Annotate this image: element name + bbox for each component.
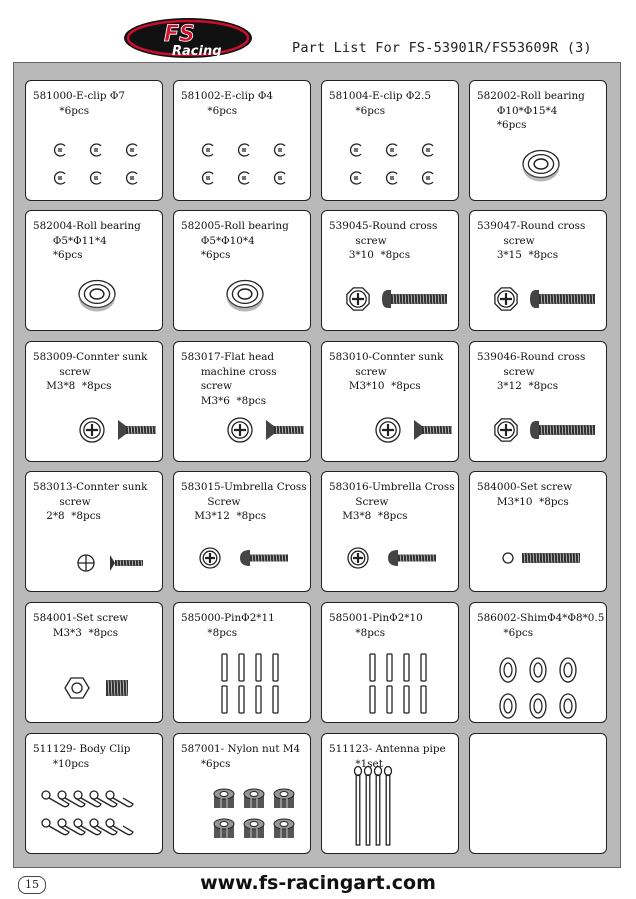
part-label: 539045-Round cross screw 3*10 *8pcs bbox=[329, 220, 438, 261]
part-label: 511123- Antenna pipe *1set bbox=[329, 743, 446, 770]
part-label: 581004-E-clip Φ2.5 *6pcs bbox=[329, 90, 431, 117]
part-cell-p5 bbox=[25, 210, 163, 331]
svg-text:FS: FS bbox=[164, 22, 195, 47]
part-cell-p3 bbox=[321, 80, 459, 201]
svg-text:Racing: Racing bbox=[172, 44, 222, 59]
part-label: 583017-Flat head machine cross screw M3*6 *8pcs bbox=[181, 351, 277, 407]
part-cell-p21 bbox=[25, 733, 163, 854]
part-label: 581000-E-clip Φ7 *6pcs bbox=[33, 90, 126, 117]
part-label: 583013-Connter sunk screw 2*8 *8pcs bbox=[33, 481, 148, 522]
part-label: 587001- Nylon nut M4 *6pcs bbox=[181, 743, 301, 770]
part-label: 584001-Set screw M3*3 *8pcs bbox=[33, 612, 129, 639]
part-cell-p20 bbox=[469, 602, 607, 723]
part-label: 582002-Roll bearing Φ10*Φ15*4 *6pcs bbox=[477, 90, 585, 131]
part-cell-p8 bbox=[469, 210, 607, 331]
part-label: 583009-Connter sunk screw M3*8 *8pcs bbox=[33, 351, 148, 392]
part-cell-p18 bbox=[173, 602, 311, 723]
website-url: www.fs-racingart.com bbox=[200, 872, 436, 894]
empty-cell bbox=[469, 733, 607, 854]
part-label: 581002-E-clip Φ4 *6pcs bbox=[181, 90, 274, 117]
page-header bbox=[0, 0, 636, 62]
part-cell-p10 bbox=[173, 341, 311, 462]
part-label: 582005-Roll bearing Φ5*Φ10*4 *6pcs bbox=[181, 220, 289, 261]
fs-racing-logo bbox=[122, 14, 254, 60]
part-cell-p1 bbox=[25, 80, 163, 201]
part-label: 539046-Round cross screw 3*12 *8pcs bbox=[477, 351, 586, 392]
part-cell-p4 bbox=[469, 80, 607, 201]
part-cell-p11 bbox=[321, 341, 459, 462]
page-title: Part List For FS-53901R/FS53609R (3) bbox=[292, 40, 592, 56]
part-cell-p13 bbox=[25, 471, 163, 592]
part-cell-p2 bbox=[173, 80, 311, 201]
part-label: 583015-Umbrella Cross Screw M3*12 *8pcs bbox=[181, 481, 307, 522]
part-cell-p19 bbox=[321, 602, 459, 723]
part-label: 585000-PinΦ2*11 *8pcs bbox=[181, 612, 275, 639]
page-number: 15 bbox=[18, 876, 46, 894]
part-cell-p16 bbox=[469, 471, 607, 592]
part-cell-p22 bbox=[173, 733, 311, 854]
part-label: 584000-Set screw M3*10 *8pcs bbox=[477, 481, 573, 508]
part-label: 539047-Round cross screw 3*15 *8pcs bbox=[477, 220, 586, 261]
part-cell-p23 bbox=[321, 733, 459, 854]
part-cell-p7 bbox=[321, 210, 459, 331]
part-label: 511129- Body Clip *10pcs bbox=[33, 743, 131, 770]
part-label: 583010-Connter sunk screw M3*10 *8pcs bbox=[329, 351, 444, 392]
part-cell-p17 bbox=[25, 602, 163, 723]
part-cell-p6 bbox=[173, 210, 311, 331]
part-label: 582004-Roll bearing Φ5*Φ11*4 *6pcs bbox=[33, 220, 141, 261]
part-cell-p12 bbox=[469, 341, 607, 462]
part-cell-p14 bbox=[173, 471, 311, 592]
part-label: 585001-PinΦ2*10 *8pcs bbox=[329, 612, 423, 639]
part-cell-p15 bbox=[321, 471, 459, 592]
part-cell-p9 bbox=[25, 341, 163, 462]
part-label: 583016-Umbrella Cross Screw M3*8 *8pcs bbox=[329, 481, 455, 522]
part-label: 586002-ShimΦ4*Φ8*0.5 *6pcs bbox=[477, 612, 605, 639]
